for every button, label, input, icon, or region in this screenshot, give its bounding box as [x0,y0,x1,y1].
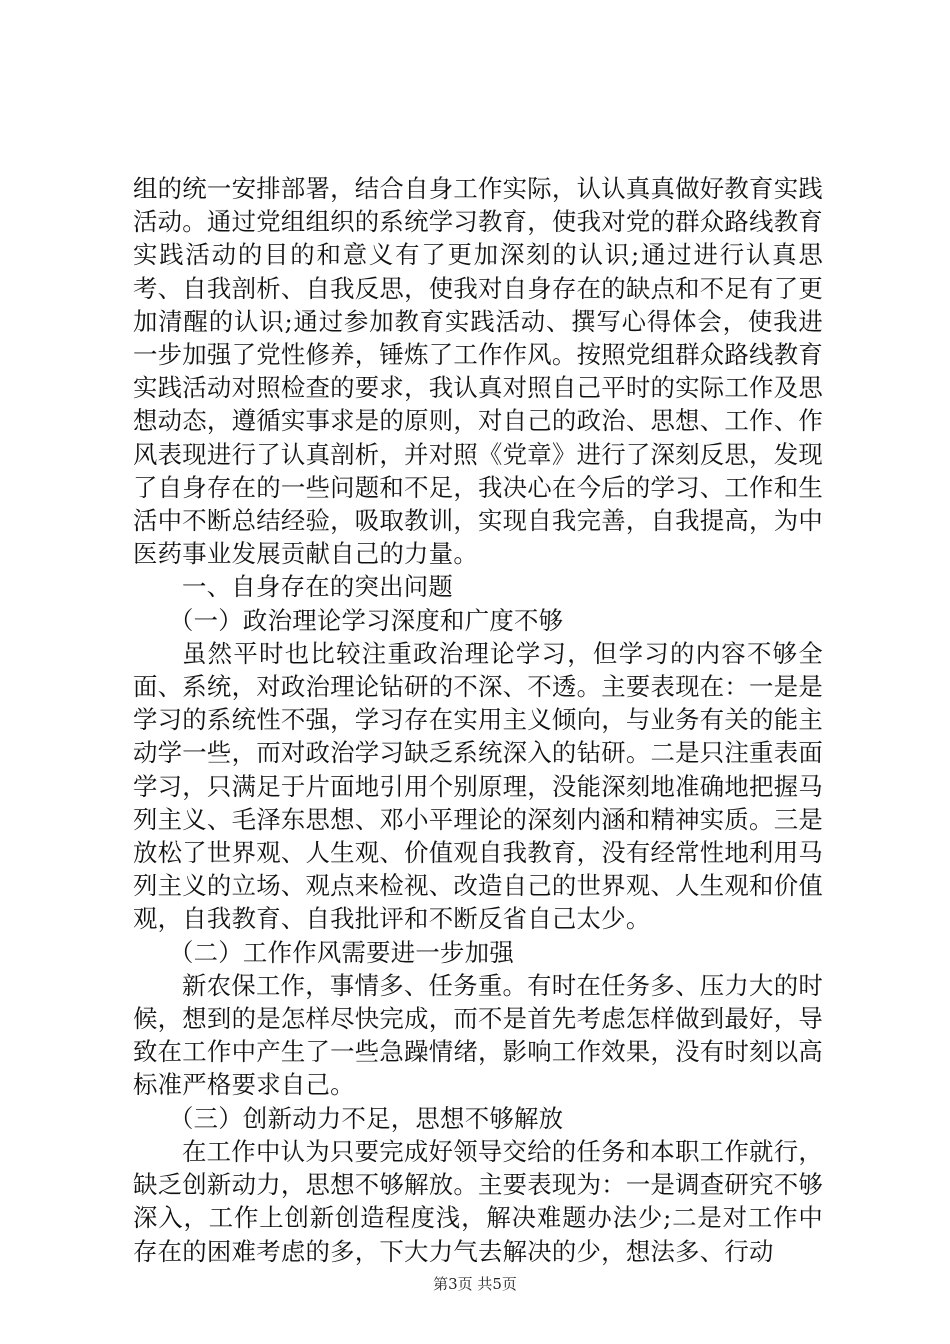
body-paragraph-2: 新农保工作，事情多、任务重。有时在任务多、压力大的时候，想到的是怎样尽快完成，而不是首先考虑怎样做到最好，导致在工作中产生了一些急躁情绪，影响工作效果，没有时刻以高标准严格要求自己。 [133,970,823,1100]
body-paragraph-3: 在工作中认为只要完成好领导交给的任务和本职工作就行，缺乏创新动力，思想不够解放。主要表现为：一是调查研究不够深入，工作上创新创造程度浅，解决难题办法少;二是对工作中存在的困难考虑的多，下大力气去解决的少，想法多、行动 [133,1136,823,1266]
body-paragraph-continuation: 组的统一安排部署，结合自身工作实际，认认真真做好教育实践活动。通过党组组织的系统学习教育，使我对党的群众路线教育实践活动的目的和意义有了更加深刻的认识;通过进行认真思考、自我剖析、自我反思，使我对自身存在的缺点和不足有了更加清醒的认识;通过参加教育实践活动、撰写心得体会，使我进一步加强了党性修养，锤炼了工作作风。按照党组群众路线教育实践活动对照检查的要求，我认真对照自己平时的实际工作及思想动态，遵循实事求是的原则，对自己的政治、思想、工作、作风表现进行了认真剖析，并对照《党章》进行了深刻反思，发现了自身存在的一些问题和不足，我决心在今后的学习、工作和生活中不断总结经验，吸取教训，实现自我完善，自我提高，为中医药事业发展贡献自己的力量。 [133,174,823,569]
page-footer: 第3页 共5页 [433,1275,517,1293]
subsection-heading-2: （二）工作作风需要进一步加强 [169,937,514,967]
subsection-heading-3: （三）创新动力不足，思想不够解放 [169,1103,564,1133]
document-body [133,172,823,1268]
body-paragraph-1: 虽然平时也比较注重政治理论学习，但学习的内容不够全面、系统，对政治理论钻研的不深、不透。主要表现在：一是是学习的系统性不强，学习存在实用主义倾向，与业务有关的能主动学一些，而对政治学习缺乏系统深入的钻研。二是只注重表面学习，只满足于片面地引用个别原理，没能深刻地准确地把握马列主义、毛泽东思想、邓小平理论的深刻内涵和精神实质。三是放松了世界观、人生观、价值观自我教育，没有经常性地利用马列主义的立场、观点来检视、改造自己的世界观、人生观和价值观，自我教育、自我批评和不断反省自己太少。 [133,638,823,934]
subsection-heading-1: （一）政治理论学习深度和广度不够 [169,605,564,635]
section-heading: 一、自身存在的突出问题 [182,572,454,602]
